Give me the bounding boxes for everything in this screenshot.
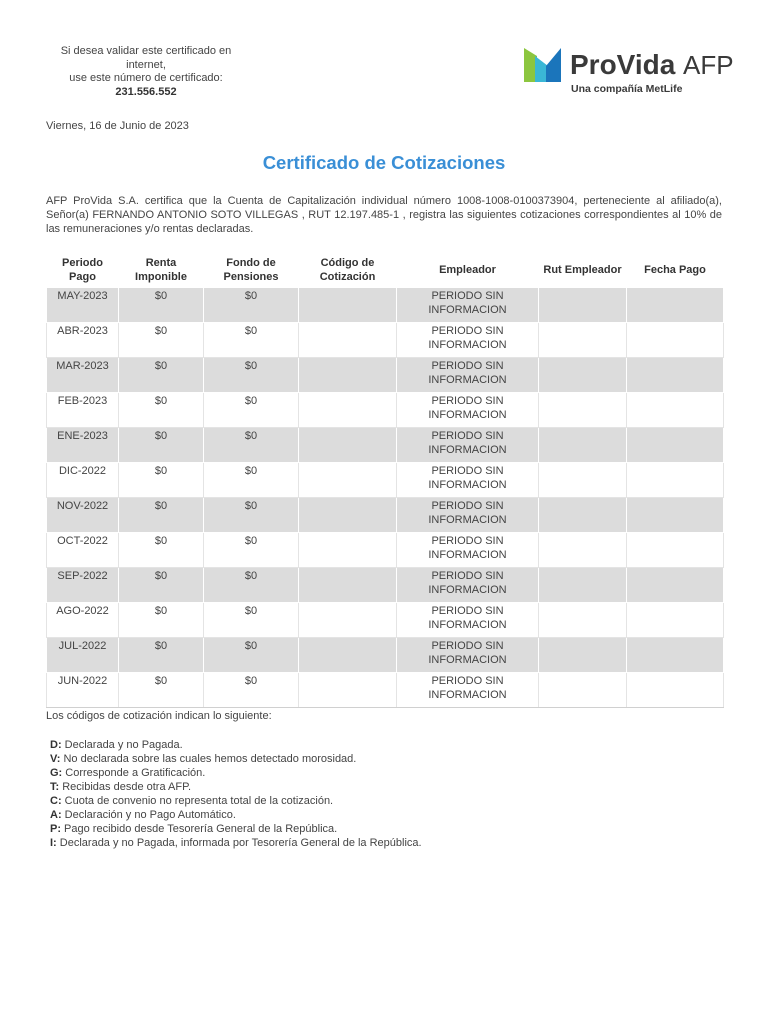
code-item — [50, 752, 422, 766]
cell-codigo — [299, 463, 397, 498]
cell-rut-empleador — [539, 288, 627, 323]
empleador-line-2: INFORMACION — [428, 653, 507, 666]
cell-fecha-pago — [627, 463, 724, 498]
cell-rut-empleador — [539, 428, 627, 463]
cell-rut-empleador — [539, 358, 627, 393]
cell-periodo: ENE-2023 — [47, 428, 119, 463]
empleador-line-2: INFORMACION — [428, 688, 507, 701]
header-periodo-pago: Periodo Pago — [62, 257, 103, 283]
codes-intro: Los códigos de cotización indican lo siguiente: — [46, 710, 272, 722]
cell-renta: $0 — [119, 358, 204, 393]
cell-codigo — [299, 393, 397, 428]
code-description: Declaración y no Pago Automático. — [61, 809, 236, 821]
empleador-line-2: INFORMACION — [428, 513, 507, 526]
code-item — [50, 794, 422, 808]
cell-periodo: JUN-2022 — [47, 673, 119, 708]
cell-fondo: $0 — [204, 358, 299, 393]
provida-logo-graphic — [524, 44, 734, 96]
cell-renta: $0 — [119, 428, 204, 463]
cell-empleador — [397, 498, 539, 533]
cell-fondo: $0 — [204, 288, 299, 323]
provida-mark-icon — [524, 48, 561, 82]
table-header-row — [47, 253, 724, 288]
empleador-line-1: PERIODO SIN — [431, 500, 504, 512]
cell-rut-empleador — [539, 603, 627, 638]
table-row — [47, 393, 724, 428]
empleador-line-2: INFORMACION — [428, 338, 507, 351]
empleador-line-1: PERIODO SIN — [431, 325, 504, 337]
code-item — [50, 766, 422, 780]
cell-renta: $0 — [119, 568, 204, 603]
cell-codigo — [299, 533, 397, 568]
code-letter: C: — [50, 795, 62, 807]
code-item — [50, 780, 422, 794]
code-description: Pago recibido desde Tesorería General de la República. — [61, 823, 338, 835]
cell-fondo: $0 — [204, 603, 299, 638]
document-date: Viernes, 16 de Junio de 2023 — [46, 120, 189, 132]
code-letter: D: — [50, 739, 62, 751]
code-letter: P: — [50, 823, 61, 835]
cell-renta: $0 — [119, 393, 204, 428]
cell-renta: $0 — [119, 603, 204, 638]
cell-codigo — [299, 638, 397, 673]
cell-periodo: SEP-2022 — [47, 568, 119, 603]
header-codigo-cotizacion: Código de Cotización — [319, 257, 376, 283]
contributions-table — [46, 253, 724, 708]
cell-fondo: $0 — [204, 498, 299, 533]
empleador-line-1: PERIODO SIN — [431, 605, 504, 617]
cell-empleador — [397, 603, 539, 638]
empleador-line-1: PERIODO SIN — [431, 290, 504, 302]
cell-rut-empleador — [539, 498, 627, 533]
empleador-line-1: PERIODO SIN — [431, 675, 504, 687]
cell-empleador — [397, 288, 539, 323]
table-row — [47, 463, 724, 498]
code-letter: V: — [50, 753, 61, 765]
cell-codigo — [299, 673, 397, 708]
cell-fondo: $0 — [204, 568, 299, 603]
empleador-line-1: PERIODO SIN — [431, 640, 504, 652]
cell-rut-empleador — [539, 568, 627, 603]
cell-empleador — [397, 323, 539, 358]
code-description: Cuota de convenio no representa total de la cotización. — [61, 795, 334, 807]
cell-renta: $0 — [119, 463, 204, 498]
table-row — [47, 498, 724, 533]
code-letter: I: — [50, 837, 57, 849]
empleador-line-2: INFORMACION — [428, 443, 507, 456]
header-fondo-pensiones: Fondo de Pensiones — [223, 257, 279, 283]
table-row — [47, 603, 724, 638]
header-fecha-pago: Fecha Pago — [644, 264, 706, 276]
cell-periodo: ABR-2023 — [47, 323, 119, 358]
page-title: Certificado de Cotizaciones — [262, 152, 506, 173]
table-row — [47, 568, 724, 603]
cell-empleador — [397, 638, 539, 673]
cell-fecha-pago — [627, 428, 724, 463]
empleador-line-1: PERIODO SIN — [431, 395, 504, 407]
cell-empleador — [397, 393, 539, 428]
cell-fondo: $0 — [204, 638, 299, 673]
header-renta-imponible: Renta Imponible — [135, 257, 187, 283]
cell-codigo — [299, 288, 397, 323]
cell-periodo: MAY-2023 — [47, 288, 119, 323]
cell-periodo: OCT-2022 — [47, 533, 119, 568]
cell-fecha-pago — [627, 288, 724, 323]
cell-periodo: AGO-2022 — [47, 603, 119, 638]
cell-renta: $0 — [119, 638, 204, 673]
validation-note — [46, 45, 246, 99]
header-rut-empleador: Rut Empleador — [543, 264, 622, 276]
cell-fecha-pago — [627, 673, 724, 708]
cell-fecha-pago — [627, 568, 724, 603]
table-row — [47, 358, 724, 393]
cell-empleador — [397, 673, 539, 708]
empleador-line-1: PERIODO SIN — [431, 570, 504, 582]
validation-line-2: internet, — [126, 58, 166, 71]
validation-line-1: Si desea validar este certificado en — [60, 45, 232, 57]
table-row — [47, 288, 724, 323]
cell-codigo — [299, 568, 397, 603]
cell-codigo — [299, 498, 397, 533]
cell-fondo: $0 — [204, 463, 299, 498]
cell-empleador — [397, 463, 539, 498]
cell-rut-empleador — [539, 638, 627, 673]
code-description: Declarada y no Pagada, informada por Tesorería General de la República. — [56, 837, 422, 849]
cell-rut-empleador — [539, 323, 627, 358]
cell-codigo — [299, 428, 397, 463]
code-letter: T: — [50, 781, 60, 793]
cell-rut-empleador — [539, 463, 627, 498]
codes-legend — [50, 738, 422, 850]
cell-fecha-pago — [627, 393, 724, 428]
cell-renta: $0 — [119, 288, 204, 323]
provida-logo — [524, 44, 734, 96]
code-item — [50, 738, 422, 752]
table-row — [47, 673, 724, 708]
cell-periodo: MAR-2023 — [47, 358, 119, 393]
empleador-line-2: INFORMACION — [428, 618, 507, 631]
certification-paragraph: AFP ProVida S.A. certifica que la Cuenta de Capitalización individual número 1008-1008-0100373904, perteneciente al afiliado(a), Señor(a) FERNANDO ANTONIO SOTO VILLEGAS , RUT 12.197.485-1 , registra las siguientes cotizaciones correspondientes al 10% de las remuneraciones y/o rentas declaradas. — [46, 195, 722, 235]
logo-tagline: Una compañía MetLife — [571, 83, 683, 95]
cell-fondo: $0 — [204, 533, 299, 568]
cell-periodo: JUL-2022 — [47, 638, 119, 673]
code-item — [50, 808, 422, 822]
code-letter: G: — [50, 767, 63, 779]
code-item — [50, 822, 422, 836]
cell-fecha-pago — [627, 533, 724, 568]
cell-fecha-pago — [627, 603, 724, 638]
cell-empleador — [397, 358, 539, 393]
cell-fondo: $0 — [204, 673, 299, 708]
cell-renta: $0 — [119, 323, 204, 358]
empleador-line-2: INFORMACION — [428, 303, 507, 316]
empleador-line-2: INFORMACION — [428, 583, 507, 596]
cell-rut-empleador — [539, 533, 627, 568]
cell-fecha-pago — [627, 498, 724, 533]
cell-renta: $0 — [119, 498, 204, 533]
cell-codigo — [299, 358, 397, 393]
empleador-line-1: PERIODO SIN — [431, 430, 504, 442]
cell-periodo: NOV-2022 — [47, 498, 119, 533]
cell-fondo: $0 — [204, 428, 299, 463]
cell-fecha-pago — [627, 358, 724, 393]
cell-periodo: FEB-2023 — [47, 393, 119, 428]
cell-fondo: $0 — [204, 323, 299, 358]
empleador-line-1: PERIODO SIN — [431, 360, 504, 372]
cell-rut-empleador — [539, 673, 627, 708]
code-item — [50, 836, 422, 850]
code-description: Corresponde a Gratificación. — [62, 767, 206, 779]
empleador-line-1: PERIODO SIN — [431, 535, 504, 547]
cell-renta: $0 — [119, 533, 204, 568]
table-row — [47, 323, 724, 358]
cell-renta: $0 — [119, 673, 204, 708]
table-row — [47, 533, 724, 568]
cell-empleador — [397, 568, 539, 603]
code-description: Recibidas desde otra AFP. — [59, 781, 192, 793]
table-row — [47, 638, 724, 673]
cell-periodo: DIC-2022 — [47, 463, 119, 498]
code-description: No declarada sobre las cuales hemos detectado morosidad. — [60, 753, 357, 765]
header-empleador: Empleador — [439, 264, 496, 276]
cell-fecha-pago — [627, 323, 724, 358]
cell-codigo — [299, 323, 397, 358]
empleador-line-2: INFORMACION — [428, 478, 507, 491]
cell-empleador — [397, 428, 539, 463]
cell-fondo: $0 — [204, 393, 299, 428]
validation-line-3: use este número de certificado: — [69, 72, 223, 84]
cell-fecha-pago — [627, 638, 724, 673]
cell-empleador — [397, 533, 539, 568]
code-letter: A: — [50, 809, 62, 821]
brand-light-text: AFP — [683, 50, 734, 80]
empleador-line-2: INFORMACION — [428, 373, 507, 386]
empleador-line-1: PERIODO SIN — [431, 465, 504, 477]
table-row — [47, 428, 724, 463]
cell-rut-empleador — [539, 393, 627, 428]
certificate-number: 231.556.552 — [115, 85, 177, 98]
cell-codigo — [299, 603, 397, 638]
empleador-line-2: INFORMACION — [428, 548, 507, 561]
code-description: Declarada y no Pagada. — [61, 739, 183, 751]
brand-bold-text: ProVida — [570, 49, 676, 80]
empleador-line-2: INFORMACION — [428, 408, 507, 421]
